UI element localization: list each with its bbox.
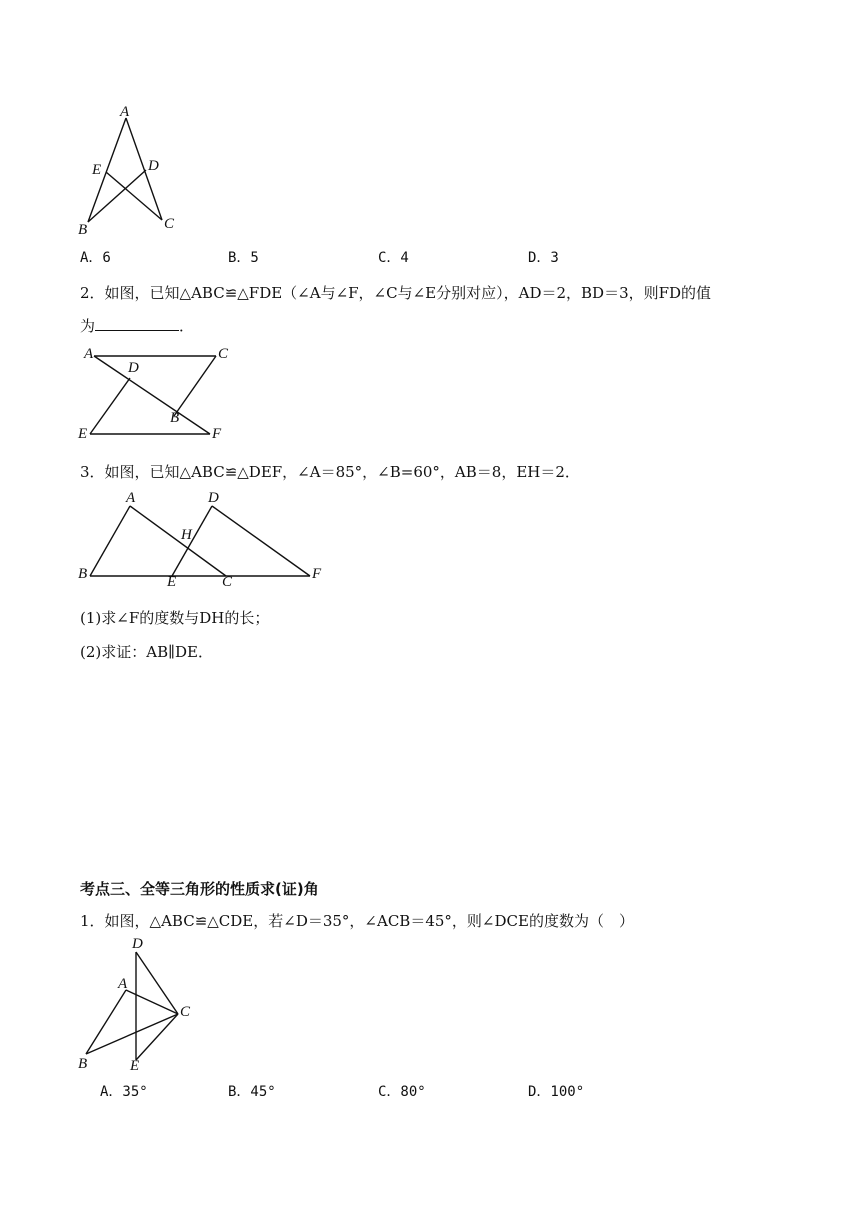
s3q1-stem [80, 911, 634, 931]
figure-q2 [78, 342, 238, 447]
label-c: C [164, 216, 175, 232]
s3q1-number: 1． [80, 912, 105, 930]
q2-stem-line2 [80, 316, 194, 336]
option-d: D．3 [528, 250, 559, 266]
label-e: E [92, 162, 102, 178]
q2-stem-line1 [80, 283, 711, 303]
q3-sub1: (1)求∠F的度数与DH的长； [80, 609, 270, 627]
answer-blank [95, 316, 179, 331]
q2-stem-part2: 为 [80, 317, 96, 335]
segment-cb [174, 356, 216, 416]
option-c: C．4 [378, 250, 409, 266]
segment-de [90, 378, 130, 434]
label-e: E [78, 426, 88, 442]
q3-sub2: (2)求证：AB∥DE． [80, 643, 214, 661]
label-b: B [78, 1056, 88, 1072]
segment-af [94, 356, 210, 434]
label-b: B [170, 410, 180, 426]
s3q1-option-b: B．45° [228, 1084, 276, 1100]
s3q1-option-a: A．35° [100, 1084, 148, 1100]
segment-ab [86, 990, 126, 1054]
label-d: D [148, 158, 159, 174]
s3q1-option-c: C．80° [378, 1084, 426, 1100]
segment-df [212, 506, 310, 576]
label-a: A [118, 976, 128, 992]
label-c: C [180, 1004, 191, 1020]
label-b: B [78, 222, 88, 238]
s3q1-stem-text: 如图，△ABC≌△CDE，若∠D＝35°，∠ACB＝45°，则∠DCE的度数为（ ） [104, 912, 634, 930]
figure-s3q1-svg [74, 936, 214, 1076]
label-h: H [181, 527, 192, 543]
label-b: B [78, 566, 88, 582]
section-heading: 考点三、全等三角形的性质求(证)角 [80, 880, 319, 898]
label-a: A [126, 490, 136, 506]
segment-ba [90, 506, 130, 576]
figure-prev-question [70, 100, 190, 245]
label-d: D [128, 360, 139, 376]
q3-number: 3． [80, 463, 105, 481]
label-a: A [84, 346, 94, 362]
label-d: D [208, 490, 219, 506]
q2-number: 2． [80, 284, 105, 302]
q2-stem-part1: 如图，已知△ABC≌△FDE（∠A与∠F，∠C与∠E分别对应），AD＝2，BD＝3，则FD的值 [104, 284, 712, 302]
label-f: F [312, 566, 322, 582]
q3-stem-text: 如图，已知△ABC≌△DEF，∠A＝85°，∠B=60°，AB＝8，EH＝2． [104, 463, 580, 481]
option-a: A．6 [80, 250, 111, 266]
figure-s3q1 [74, 936, 214, 1076]
segment-ec [136, 1014, 178, 1060]
s3q1-option-d: D．100° [528, 1084, 585, 1100]
q2-stem-end: ． [179, 317, 195, 335]
label-f: F [212, 426, 222, 442]
figure-q3 [78, 490, 338, 590]
label-c: C [222, 574, 233, 590]
label-a: A [120, 104, 130, 120]
option-b: B．5 [228, 250, 259, 266]
label-e: E [130, 1058, 140, 1074]
label-d: D [132, 936, 143, 952]
label-c: C [218, 346, 229, 362]
label-e: E [167, 574, 177, 590]
segment-bc [86, 1014, 178, 1054]
q3-stem [80, 462, 580, 482]
